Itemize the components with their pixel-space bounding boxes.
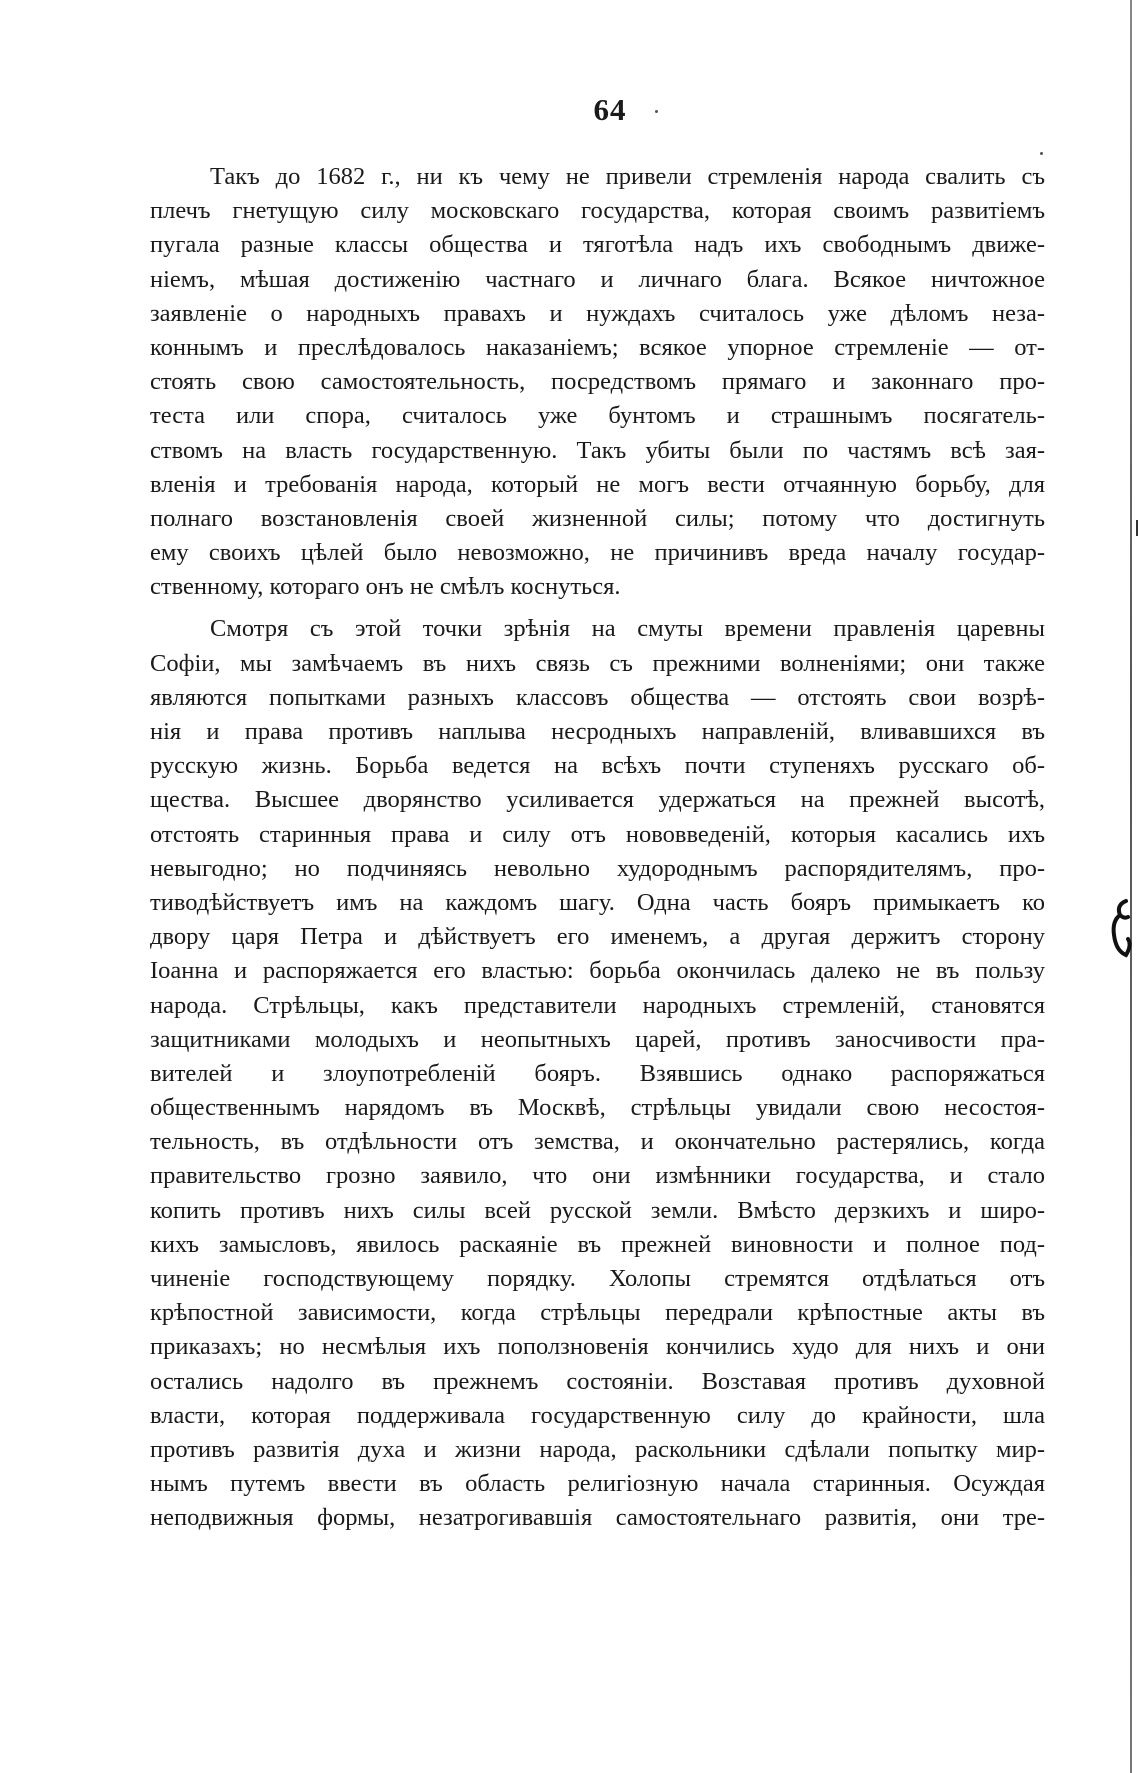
text-line: двору царя Петра и дѣйствуетъ его именемъ, а другая держитъ сторону — [150, 923, 1045, 951]
text-line: чиненіе господствующему порядку. Холопы стремятся отдѣлаться отъ — [150, 1265, 1045, 1292]
text-line: приказахъ; но несмѣлыя ихъ поползновенія кончились худо для нихъ и они — [150, 1333, 1045, 1361]
text-line: кихъ замысловъ, явилось раскаяніе въ прежней виновности и полное под- — [150, 1230, 1045, 1258]
text-line: ствомъ на власть государственную. Такъ убиты были по частямъ всѣ зая- — [150, 436, 1045, 464]
text-line: нымъ путемъ ввести въ область религіозную начала старинныя. Осуждая — [150, 1470, 1045, 1498]
text-line: остались надолго въ прежнемъ состояніи. Возставая противъ духовной — [150, 1367, 1045, 1395]
page-number: 64 — [593, 92, 627, 127]
margin-stamp-mark — [1106, 895, 1136, 965]
text-line: Такъ до 1682 г., ни къ чему не привели стремленія народа свалить съ — [210, 163, 1045, 190]
text-line: ему своихъ цѣлей было невозможно, не причинивъ вреда началу государ- — [150, 539, 1045, 567]
text-line: вленія и требованія народа, который не могъ вести отчаянную борьбу, для — [150, 470, 1045, 498]
text-line: коннымъ и преслѣдовалось наказаніемъ; всякое упорное стремленіе — от- — [150, 333, 1045, 361]
text-line: теста или спора, считалось уже бунтомъ и страшнымъ посягатель- — [150, 402, 1045, 430]
paragraph — [150, 160, 1045, 604]
margin-tick-mark — [1136, 520, 1138, 536]
text-line: Іоанна и распоряжается его властью: борьба окончилась далеко не въ пользу — [150, 957, 1045, 985]
text-line: крѣпостной зависимости, когда стрѣльцы передрали крѣпостные акты въ — [150, 1299, 1045, 1327]
text-line: ніемъ, мѣшая достиженію частнаго и личнаго блага. Всякое ничтожное — [150, 265, 1045, 293]
text-line: власти, которая поддерживала государственную силу до крайности, шла — [150, 1401, 1045, 1429]
text-line: невыгодно; но подчиняясь невольно худороднымъ распорядителямъ, про- — [150, 854, 1045, 882]
text-line: защитниками молодыхъ и неопытныхъ царей, противъ заносчивости пра- — [150, 1025, 1045, 1053]
text-line: русскую жизнь. Борьба ведется на всѣхъ почти ступеняхъ русскаго об- — [150, 752, 1045, 780]
text-line: народа. Стрѣльцы, какъ представители народныхъ стремленій, становятся — [150, 991, 1045, 1019]
text-line: заявленіе о народныхъ правахъ и нуждахъ считалось уже дѣломъ неза- — [150, 299, 1045, 327]
text-line: противъ развитія духа и жизни народа, раскольники сдѣлали попытку мир- — [150, 1435, 1045, 1463]
text-line: ственному, котораго онъ не смѣлъ коснуться. — [150, 573, 621, 601]
text-line: неподвижныя формы, незатрогивавшія самостоятельнаго развитія, они тре- — [150, 1504, 1045, 1532]
text-line: вителей и злоупотребленій бояръ. Взявшись однако распоряжаться — [150, 1059, 1045, 1087]
text-line: Смотря съ этой точки зрѣнія на смуты времени правленія царевны — [210, 615, 1045, 643]
paragraph — [150, 612, 1045, 1535]
text-line: копить противъ нихъ силы всей русской земли. Вмѣсто дерзкихъ и широ- — [150, 1196, 1045, 1224]
paragraph-gap — [150, 604, 1045, 612]
stray-dot — [655, 110, 658, 113]
body-text — [150, 160, 1045, 1536]
text-line: правительство грозно заявило, что они измѣнники государства, и стало — [150, 1162, 1045, 1190]
text-line: тельность, въ отдѣльности отъ земства, и окончательно растерялись, когда — [150, 1128, 1045, 1156]
text-line: общественнымъ нарядомъ въ Москвѣ, стрѣльцы увидали свою несостоя- — [150, 1094, 1045, 1122]
page-edge-line — [1130, 0, 1132, 1773]
text-line: плечъ гнетущую силу московскаго государства, которая своимъ развитіемъ — [150, 197, 1045, 225]
text-line: полнаго возстановленія своей жизненной силы; потому что достигнуть — [150, 504, 1045, 532]
stray-dot — [1040, 152, 1043, 155]
text-line: пугала разные классы общества и тяготѣла надъ ихъ свободнымъ движе- — [150, 231, 1045, 259]
text-line: нія и права противъ наплыва несродныхъ направленій, вливавшихся въ — [150, 718, 1045, 745]
text-line: тиводѣйствуетъ имъ на каждомъ шагу. Одна часть бояръ примыкаетъ ко — [150, 888, 1045, 916]
text-line: щества. Высшее дворянство усиливается удержаться на прежней высотѣ, — [150, 786, 1045, 814]
text-line: являются попытками разныхъ классовъ общества — отстоять свои возрѣ- — [150, 683, 1045, 711]
text-line: стоять свою самостоятельность, посредствомъ прямаго и законнаго про- — [150, 368, 1045, 396]
text-line: отстоять старинныя права и силу отъ нововведеній, которыя касались ихъ — [150, 820, 1045, 848]
text-line: Софіи, мы замѣчаемъ въ нихъ связь съ прежними волненіями; они также — [150, 649, 1045, 677]
